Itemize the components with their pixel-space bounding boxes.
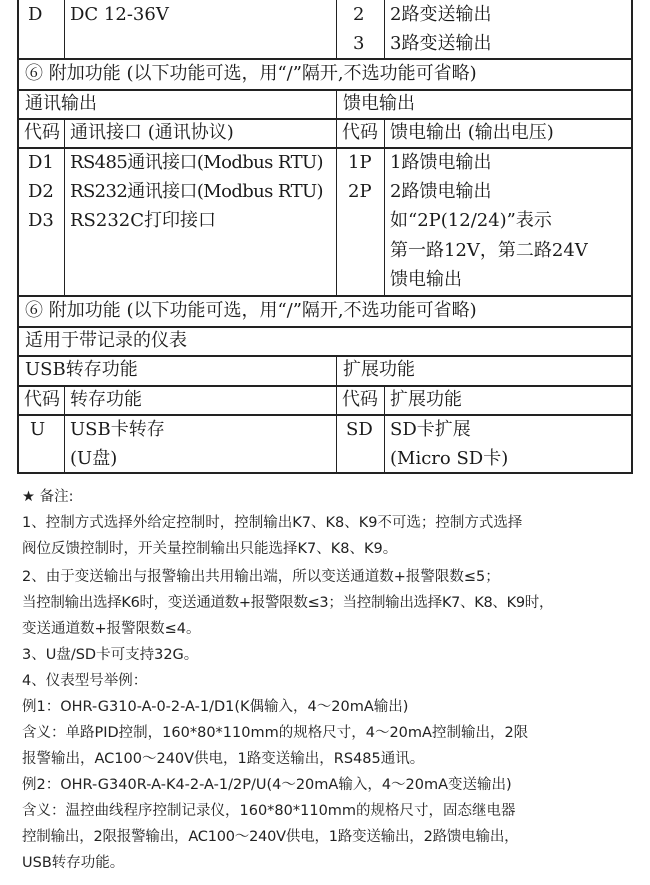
usb-dump-note: (U盘) (70, 448, 118, 469)
col-divider (384, 385, 385, 472)
code-1p: 1P (348, 152, 372, 173)
row-divider (19, 58, 631, 60)
col-header-code: 代码 (24, 389, 60, 410)
note-line: 当控制输出选择K6时，变送通道数+报警限数≤3；当控制输出选择K7、K8、K9时， (22, 595, 554, 611)
feed-1: 1路馈电输出 (390, 152, 492, 173)
section-header-additional: ⑥ 附加功能 (以下功能可选，用“/”隔开,不选功能可省略) (25, 300, 477, 321)
col-divider (64, 0, 65, 58)
col-divider (64, 118, 65, 295)
usb-dump: USB卡转存 (70, 419, 165, 440)
feed-2: 2路馈电输出 (390, 181, 492, 202)
col-divider (64, 385, 65, 472)
comm-rs232c-print: RS232C打印接口 (70, 210, 217, 231)
code-d2: D2 (28, 181, 54, 202)
power-dc: DC 12-36V (70, 4, 169, 25)
row-divider (19, 147, 631, 149)
comm-rs485: RS485通讯接口(Modbus RTU) (70, 152, 323, 173)
note-line: 1、控制方式选择外给定控制时，控制输出K7、K8、K9不可选；控制方式选择 (22, 515, 523, 531)
note-line: 变送通道数+报警限数≤4。 (22, 621, 201, 637)
expansion-title: 扩展功能 (343, 359, 415, 380)
code-d3: D3 (28, 210, 54, 231)
note-line: 例2：OHR-G340R-A-K4-2-A-1/2P/U(4～20mA输入，4～20mA变送输出) (22, 777, 512, 793)
sd-expansion-note: (Micro SD卡) (390, 448, 509, 469)
row-divider (19, 118, 631, 120)
col-divider (384, 118, 385, 295)
col-header-code: 代码 (24, 122, 60, 143)
note-line: 例1：OHR-G310-A-0-2-A-1/D1(K偶输入，4～20mA输出) (22, 699, 409, 715)
note-line: 含义：温控曲线程序控制记录仪，160*80*110mm的规格尺寸，固态继电器 (22, 803, 516, 819)
note-line: 控制输出，2限报警输出，AC100～240V供电，1路变送输出，2路馈电输出， (22, 829, 519, 845)
row-divider (19, 326, 631, 328)
row-divider (19, 355, 631, 357)
col-header-expansion: 扩展功能 (390, 389, 462, 410)
row-divider (19, 295, 631, 297)
col-header-code: 代码 (342, 122, 378, 143)
col-header-comm: 通讯接口 (通讯协议) (70, 122, 234, 143)
code-d1: D1 (28, 152, 54, 173)
col-header-feed: 馈电输出 (输出电压) (390, 122, 554, 143)
notes-title: ★ 备注: (22, 489, 74, 505)
comm-rs232: RS232通讯接口(Modbus RTU) (70, 181, 323, 202)
comm-output-title: 通讯输出 (25, 93, 97, 114)
sd-expansion: SD卡扩展 (390, 419, 471, 440)
usb-title: USB转存功能 (25, 359, 138, 380)
row-divider (19, 385, 631, 387)
note-line: USB转存功能。 (22, 855, 125, 871)
spec-table (17, 0, 633, 474)
row-divider (19, 89, 631, 91)
col-divider (384, 0, 385, 58)
feed-note: 如“2P(12/24)”表示 (390, 210, 552, 231)
row-divider (19, 414, 631, 416)
feed-note: 馈电输出 (390, 269, 462, 290)
section-header-additional: ⑥ 附加功能 (以下功能可选，用“/”隔开,不选功能可省略) (25, 63, 477, 84)
feed-output-title: 馈电输出 (343, 93, 415, 114)
code-3: 3 (353, 33, 365, 54)
note-line: 含义：单路PID控制，160*80*110mm的规格尺寸，4～20mA控制输出，2限 (22, 725, 529, 741)
code-sd: SD (346, 419, 373, 440)
code-d: D (28, 4, 43, 25)
col-header-dump: 转存功能 (70, 389, 142, 410)
note-line: 报警输出，AC100～240V供电，1路变送输出，RS485通讯。 (22, 751, 425, 767)
note-line: 阀位反馈控制时，开关量控制输出只能选择K7、K8、K9。 (22, 541, 398, 557)
col-divider (336, 355, 337, 472)
col-header-code: 代码 (342, 389, 378, 410)
note-line: 4、仪表型号举例： (22, 673, 148, 689)
code-2p: 2P (348, 181, 372, 202)
col-divider (336, 0, 337, 58)
recorder-subheader: 适用于带记录的仪表 (25, 330, 187, 351)
transmit-2: 2路变送输出 (390, 4, 492, 25)
feed-note: 第一路12V，第二路24V (390, 240, 588, 261)
note-line: 3、U盘/SD卡可支持32G。 (22, 647, 199, 663)
note-line: 2、由于变送输出与报警输出共用输出端，所以变送通道数+报警限数≤5； (22, 569, 500, 585)
transmit-3: 3路变送输出 (390, 33, 492, 54)
code-2: 2 (353, 4, 365, 25)
code-u: U (30, 419, 46, 440)
col-divider (336, 89, 337, 295)
